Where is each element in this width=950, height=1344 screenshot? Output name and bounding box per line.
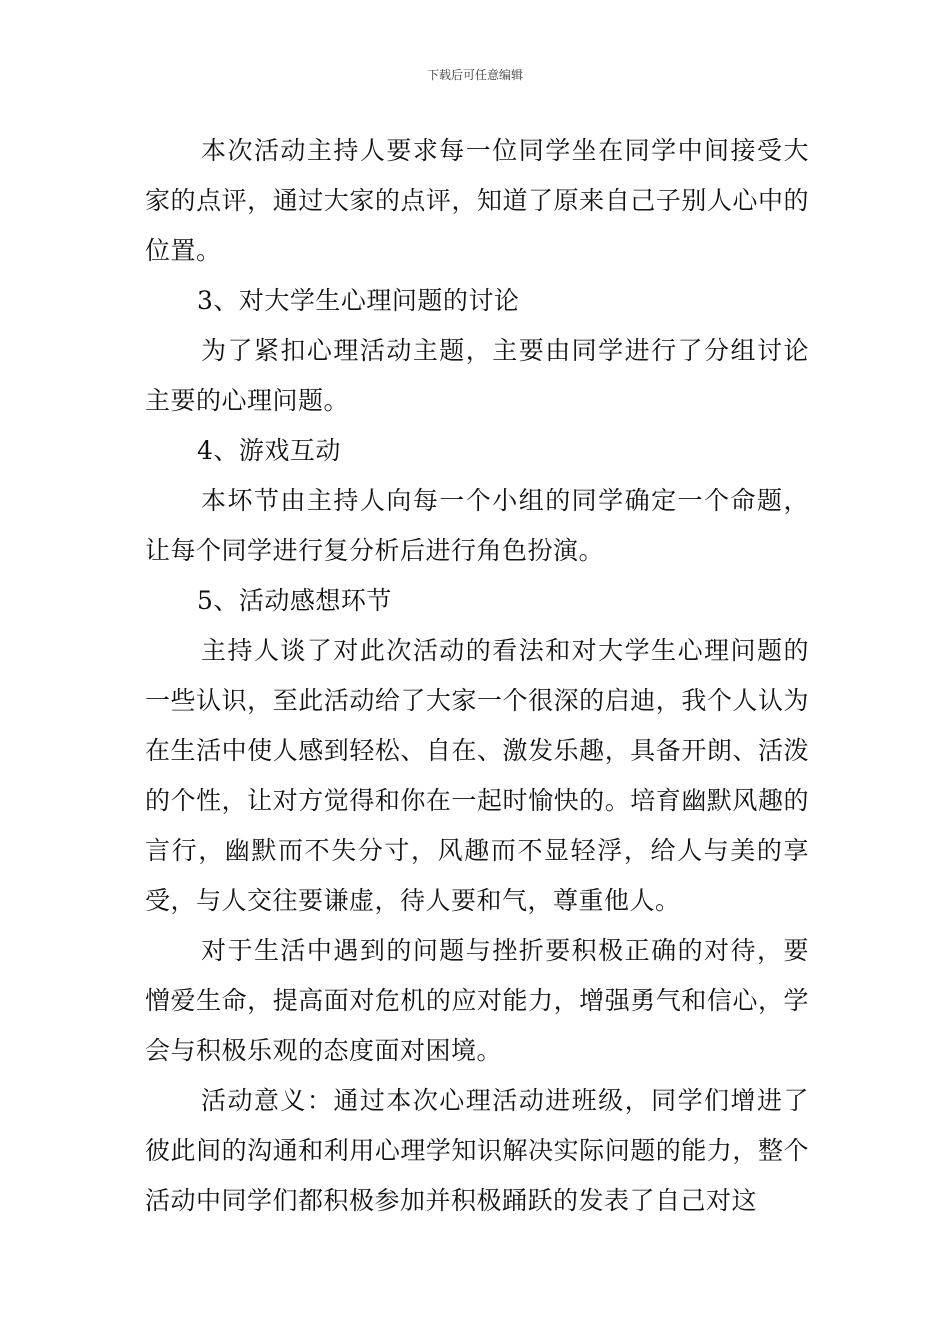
page-header: 下载后可任意编辑	[426, 68, 523, 82]
paragraph-role-play: 本坏节由主持人向每一个小组的同学确定一个命题，让每个同学进行复分析后进行角色扮演。	[145, 486, 809, 565]
section-heading-4: 4、游戏互动	[197, 436, 341, 465]
paragraph-activity-significance: 活动意义：通过本次心理活动进班级，同学们增进了彼此间的沟通和利用心理学知识解决实际问题的能力，整个活动中同学们都积极参加并积极踊跃的发表了自己对这	[145, 1086, 809, 1215]
paragraph-facing-difficulties: 对于生活中遇到的问题与挫折要积极正确的对待，要憎爱生命，提高面对危机的应对能力，增强勇气和信心，学会与积极乐观的态度面对困境。	[145, 936, 809, 1065]
section-heading-5: 5、活动感想环节	[197, 586, 392, 615]
document-body	[145, 126, 809, 1226]
paragraph-self-evaluation: 本次活动主持人要求每一位同学坐在同学中间接受大家的点评，通过大家的点评，知道了原来自己子别人心中的位置。	[145, 136, 809, 265]
paragraph-reflections: 主持人谈了对此次活动的看法和对大学生心理问题的一些认识，至此活动给了大家一个很深的启迪，我个人认为在生活中使人感到轻松、自在、激发乐趣，具备开朗、活泼的个性，让对方觉得和你在一起时愉快的。培育幽默风趣的言行，幽默而不失分寸，风趣而不显轻浮，给人与美的享受，与人交往要谦虚，待人要和气，尊重他人。	[145, 636, 809, 915]
paragraph-group-discussion: 为了紧扣心理活动主题，主要由同学进行了分组讨论主要的心理问题。	[145, 336, 809, 415]
section-heading-3: 3、对大学生心理问题的讨论	[197, 286, 520, 315]
